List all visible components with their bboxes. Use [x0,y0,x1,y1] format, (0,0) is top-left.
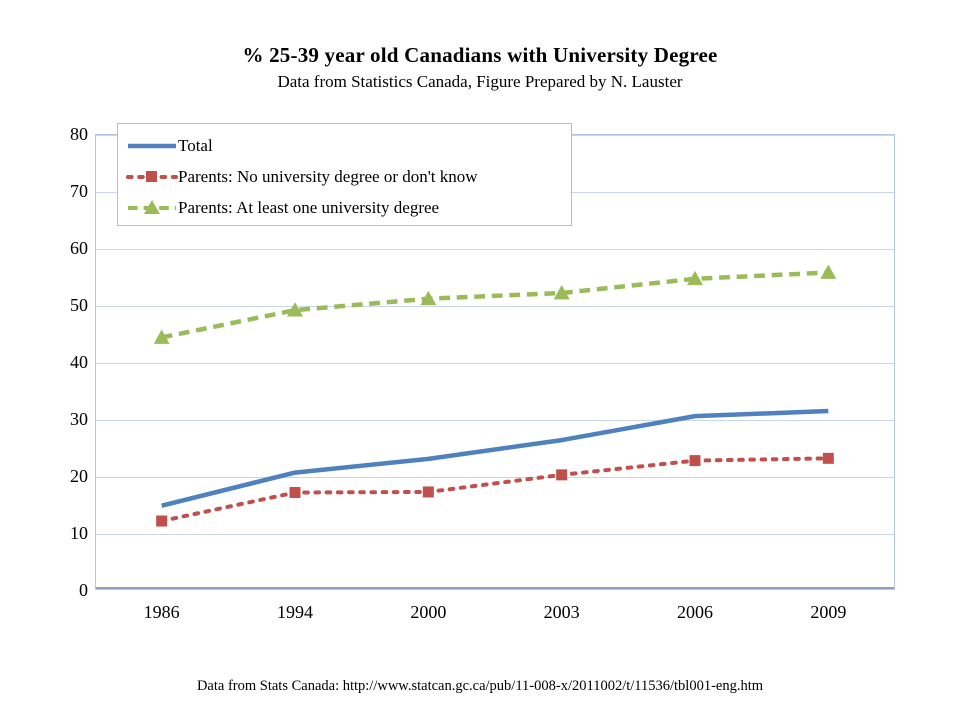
y-tick-label: 80 [70,124,88,144]
legend-swatch [126,135,178,157]
series-line [162,273,829,338]
data-point-marker [820,265,836,279]
legend-item [126,192,563,223]
data-point-marker [690,455,701,466]
y-tick-label: 30 [70,409,88,429]
y-tick-label: 0 [79,580,88,600]
x-axis-ticks [95,598,895,628]
title-block [0,42,960,94]
legend-item [126,161,563,192]
legend-swatch [126,197,178,219]
legend-label: Total [178,135,213,155]
y-tick-label: 70 [70,181,88,201]
legend-item [126,130,563,161]
legend-sample-icon [126,197,178,219]
series-3 [154,265,837,344]
x-tick-label: 1994 [277,602,313,622]
chart-subtitle: Data from Statistics Canada, Figure Prepared by N. Lauster [277,72,683,91]
y-tick-label: 10 [70,523,88,543]
x-tick-label: 2006 [677,602,713,622]
data-point-marker [823,453,834,464]
data-point-marker [423,486,434,497]
series-line [162,458,829,521]
legend-sample-icon [126,135,178,157]
source-note: Data from Stats Canada: http://www.statcan.gc.ca/pub/11-008-x/2011002/t/11536/tbl001-eng.htm [196,678,764,694]
y-axis-ticks [40,124,88,600]
y-tick-label: 40 [70,352,88,372]
chart-title: % 25-39 year old Canadians with University Degree [242,43,718,67]
data-point-marker [556,469,567,480]
data-point-marker [156,516,167,527]
x-tick-label: 2003 [543,602,580,622]
y-tick-label: 50 [70,295,88,315]
legend-label: Parents: At least one university degree [178,197,440,217]
x-tick-label: 2000 [410,602,447,622]
x-tick-label: 1986 [143,602,180,622]
legend-swatch [126,166,178,188]
y-tick-label: 20 [70,466,88,486]
data-point-marker [290,487,301,498]
x-tick-label: 2009 [810,602,847,622]
legend-sample-icon [126,166,178,188]
y-tick-label: 60 [70,238,88,258]
legend-label: Parents: No university degree or don't know [178,166,478,186]
series-2 [156,453,834,527]
chart-legend [117,123,572,226]
